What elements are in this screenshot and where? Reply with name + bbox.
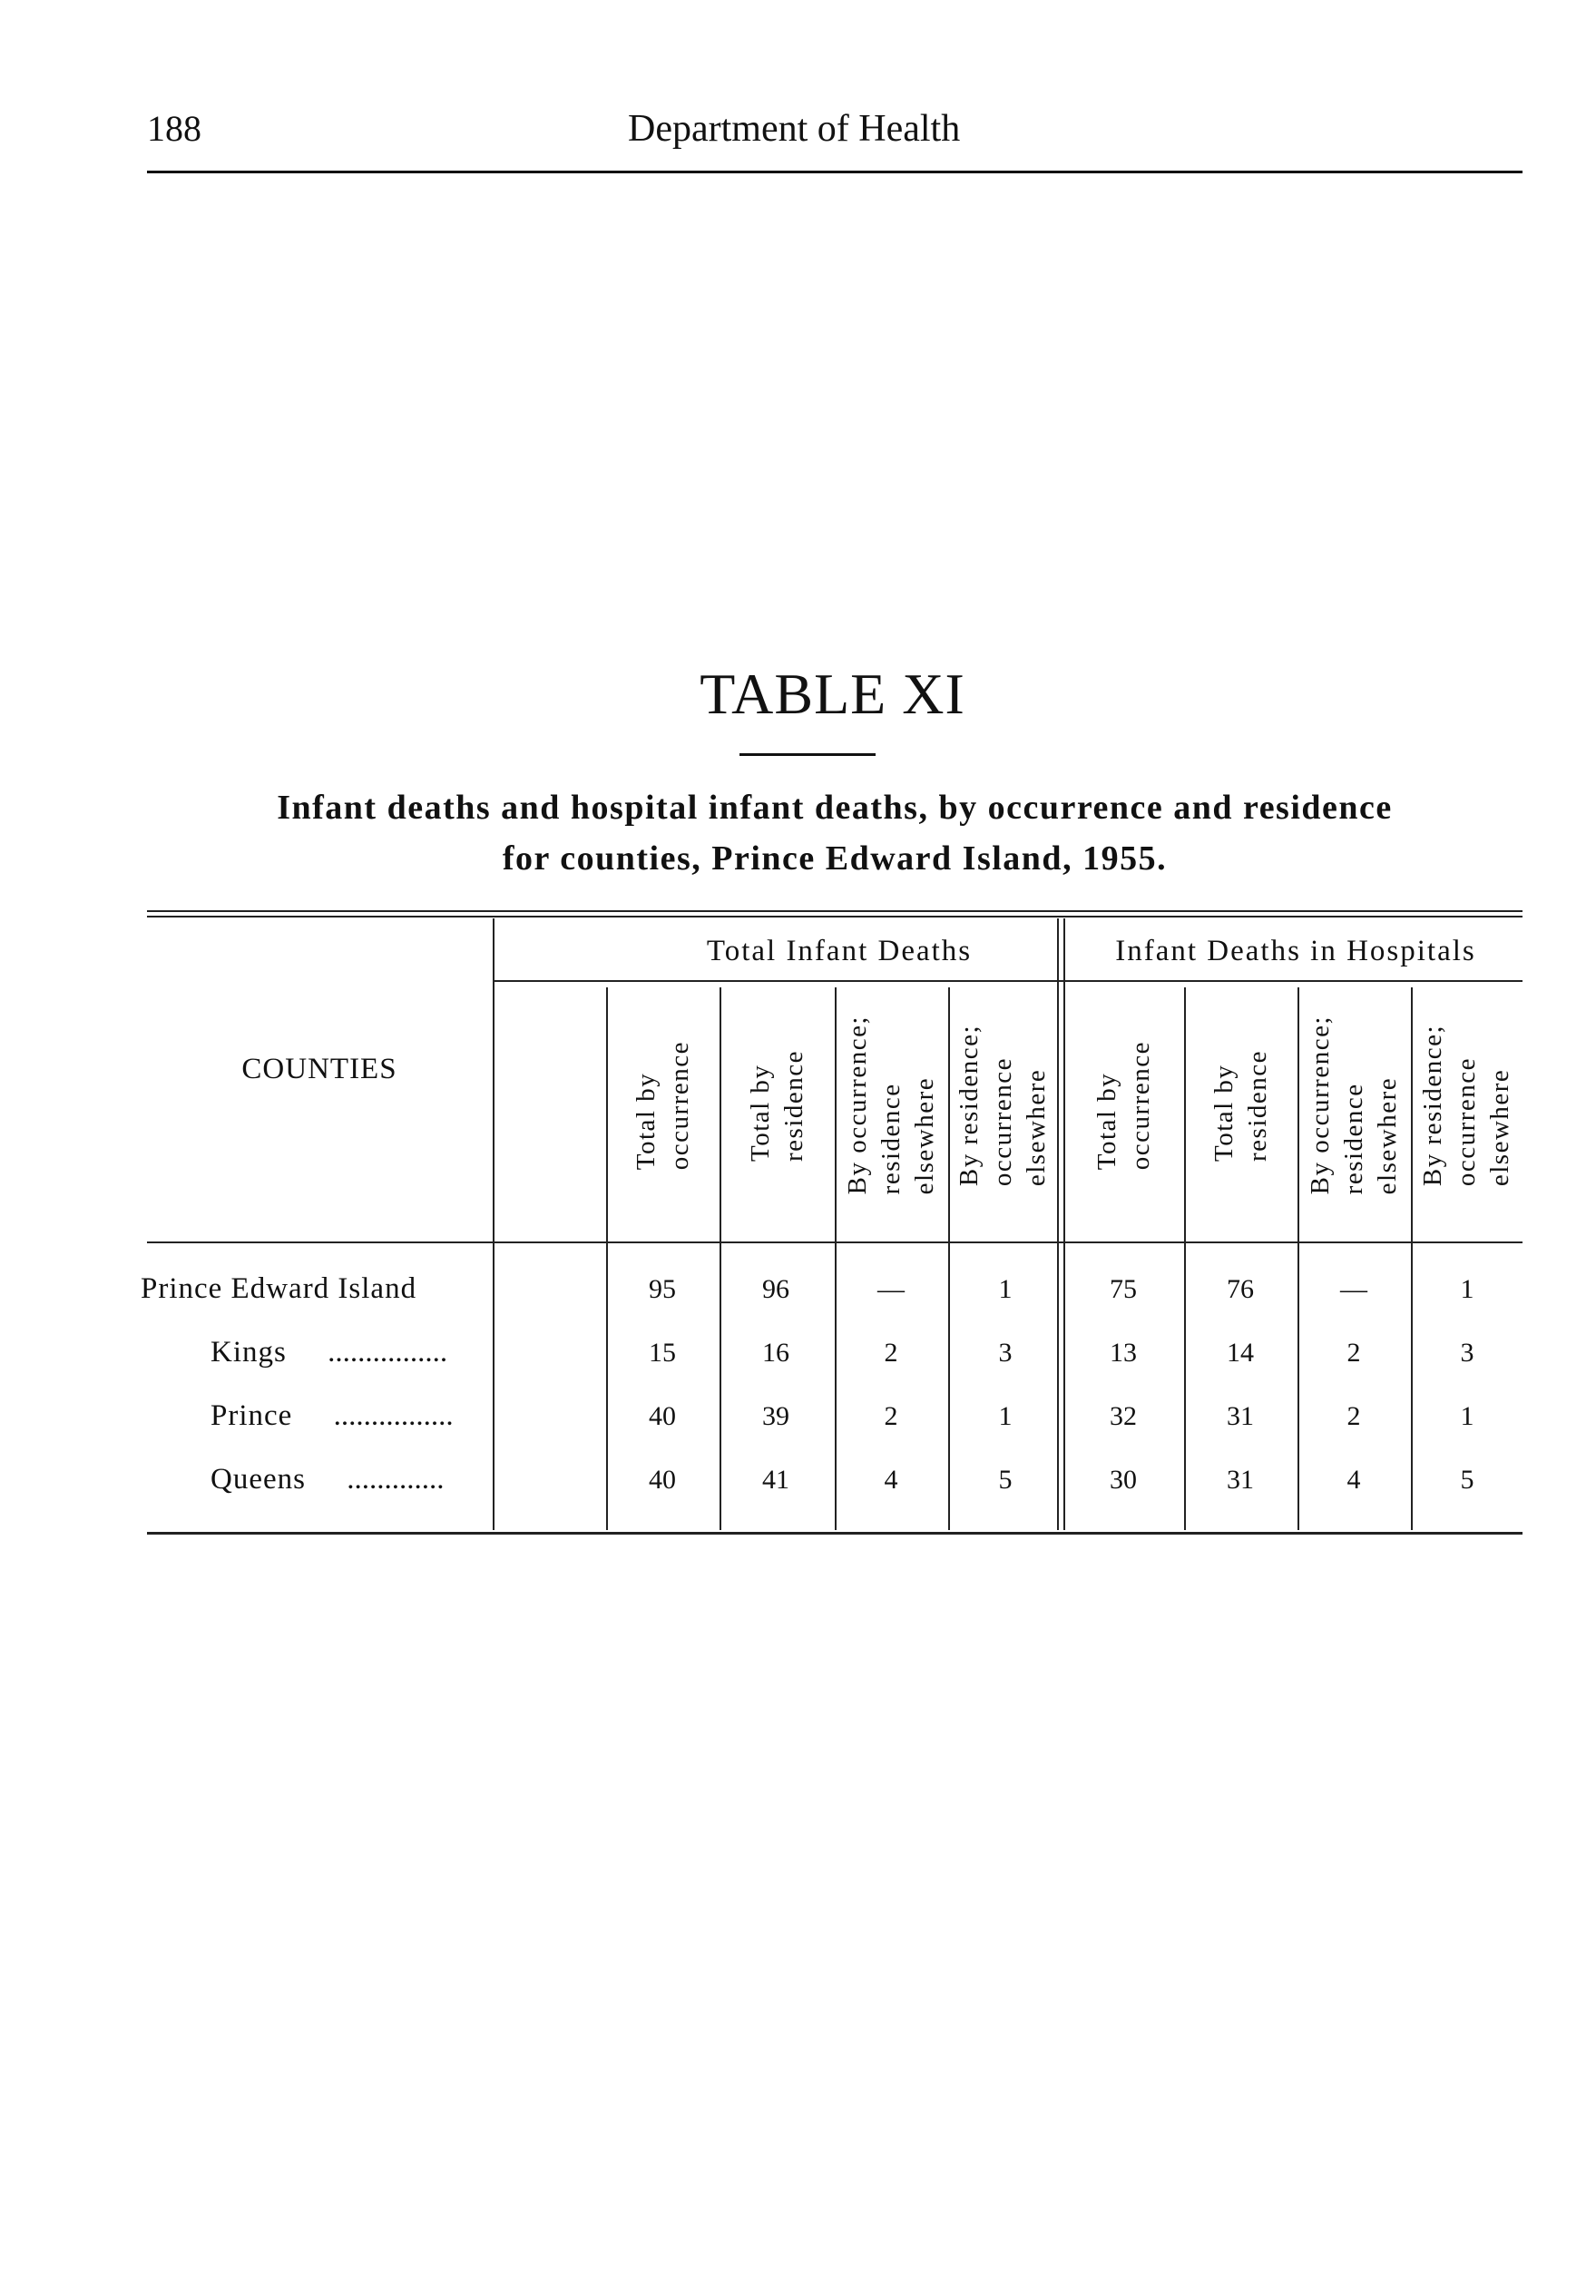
group-underline	[493, 980, 1523, 982]
group-divider-1	[1057, 918, 1059, 1530]
group-heading-hospital: Infant Deaths in Hospitals	[1115, 935, 1476, 967]
table-row-label: Prince ................	[211, 1399, 454, 1432]
table-cell: 76	[1227, 1274, 1254, 1304]
col-head-total-residence: Total by residence	[745, 1049, 808, 1162]
table-top-rule-2	[147, 916, 1523, 917]
table-title: TABLE XI	[700, 662, 965, 726]
col-head-hosp-total-residence: Total by residence	[1209, 1049, 1272, 1162]
caption-line-2: for counties, Prince Edward Island, 1955.	[502, 839, 1168, 878]
table-cell: 15	[649, 1338, 676, 1368]
table-cell: 16	[762, 1338, 789, 1368]
stub-heading: COUNTIES	[241, 1053, 397, 1085]
caption-line-1: Infant deaths and hospital infant deaths, by occurrence and residence	[277, 789, 1393, 827]
table-row-label: Kings ................	[211, 1336, 448, 1369]
table-cell: 41	[762, 1465, 789, 1495]
table-cell: —	[1340, 1274, 1367, 1304]
table-cell: 39	[762, 1401, 789, 1431]
table-cell: 30	[1110, 1465, 1137, 1495]
col-head-total-occurrence: Total by occurrence	[631, 1040, 694, 1171]
title-rule	[739, 753, 876, 756]
table-cell: 4	[884, 1465, 898, 1495]
table-cell: 13	[1110, 1338, 1137, 1368]
table-cell: 5	[1460, 1465, 1474, 1495]
table-cell: 4	[1346, 1465, 1361, 1495]
table-top-rule	[147, 910, 1523, 912]
table-cell: 2	[884, 1401, 898, 1431]
table-cell: 31	[1227, 1465, 1254, 1495]
col-head-residence-elsewhere: By residence; occurrence elsewhere	[954, 1024, 1051, 1187]
table-cell: 40	[649, 1465, 676, 1495]
table-cell: 96	[762, 1274, 789, 1304]
table-cell: 2	[1346, 1338, 1361, 1368]
table-cell: —	[877, 1274, 905, 1304]
table-cell: 3	[998, 1338, 1013, 1368]
table-cell: 1	[1460, 1401, 1474, 1431]
table-cell: 31	[1227, 1401, 1254, 1431]
stub-rule	[493, 918, 494, 1530]
group-heading-total: Total Infant Deaths	[706, 935, 973, 967]
table-caption	[147, 782, 1523, 884]
table-row-label: Queens .............	[211, 1463, 445, 1496]
table-cell: 5	[998, 1465, 1013, 1495]
table-bottom-rule	[147, 1532, 1523, 1535]
table-cell: 1	[998, 1401, 1013, 1431]
table-cell: 75	[1110, 1274, 1137, 1304]
table-cell: 2	[884, 1338, 898, 1368]
table-cell: 3	[1460, 1338, 1474, 1368]
table-cell: 1	[998, 1274, 1013, 1304]
col-head-occurrence-elsewhere: By occurrence; residence elsewhere	[843, 1016, 939, 1195]
table-cell: 32	[1110, 1401, 1137, 1431]
col-head-hosp-residence-elsewhere: By residence; occurrence elsewhere	[1418, 1024, 1514, 1187]
running-head: Department of Health	[628, 108, 961, 150]
col-head-hosp-total-occurrence: Total by occurrence	[1092, 1040, 1155, 1171]
table-cell: 40	[649, 1401, 676, 1431]
page-number: 188	[147, 108, 201, 149]
table-cell: 95	[649, 1274, 676, 1304]
col-head-hosp-occurrence-elsewhere: By occurrence; residence elsewhere	[1306, 1016, 1402, 1195]
table-row-label: Prince Edward Island	[141, 1272, 417, 1305]
table-cell: 14	[1227, 1338, 1254, 1368]
page-header	[147, 107, 1523, 173]
table-cell: 2	[1346, 1401, 1361, 1431]
table-cell: 1	[1460, 1274, 1474, 1304]
